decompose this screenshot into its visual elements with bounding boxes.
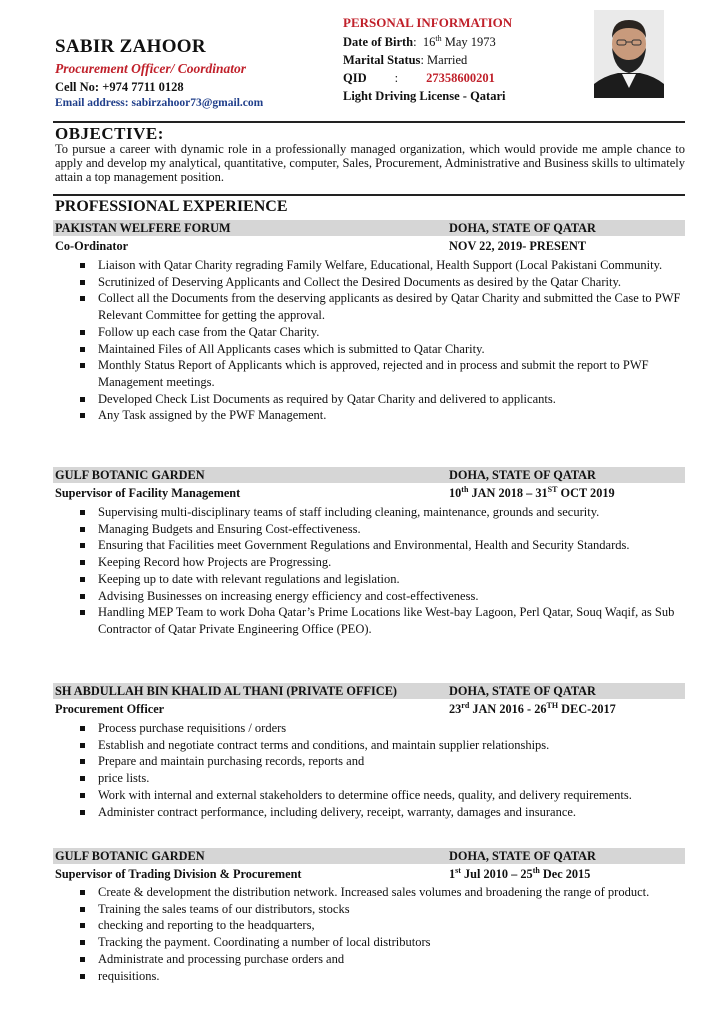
job-dates: 1st Jul 2010 – 25th Dec 2015 [449,865,591,881]
job-location: DOHA, STATE OF QATAR [449,849,596,863]
list-item: Ensuring that Facilities meet Government Regulations and Environmental, Health and Security Standards. [78,537,685,554]
company-name: GULF BOTANIC GARDEN [55,468,205,482]
list-item: Work with internal and external stakeholders to determine office needs, quality, and delivery requirements. [78,787,685,804]
list-item: requisitions. [78,968,685,985]
email-address: Email address: sabirzahoor73@gmail.com [55,97,264,109]
list-item: Create & development the distribution network. Increased sales volumes and broadening the range of product. [78,884,685,901]
company-name: SH ABDULLAH BIN KHALID AL THANI (PRIVATE OFFICE) [55,684,397,698]
section-divider [53,194,685,196]
job-duties-list [78,504,685,638]
job-dates: 10th JAN 2018 – 31ST OCT 2019 [449,484,615,500]
job-header-bar [53,683,685,699]
objective-heading: OBJECTIVE: [55,124,164,143]
list-item: Training the sales teams of our distributors, stocks [78,901,685,918]
qid: QID : 27358600201 [343,71,495,85]
list-item: checking and reporting to the headquarters, [78,917,685,934]
list-item: Prepare and maintain purchasing records, reports and [78,753,685,770]
list-item: Keeping up to date with relevant regulations and legislation. [78,571,685,588]
list-item: Collect all the Documents from the deserving applicants as desired by Qatar Charity and submitted the Case to PWF Relevant Committee for getting the approval. [78,290,685,323]
list-item: Keeping Record how Projects are Progressing. [78,554,685,571]
job-role: Co-Ordinator [55,239,129,253]
objective-text: To pursue a career with dynamic role in a professionally managed organization, which would provide me ample chance to apply and develop my analytical, quantitative, computer, Sales, Procurement, Administrative and Business skills to ultimately attain a top management position. [55,142,685,184]
job-role: Supervisor of Facility Management [55,486,241,500]
list-item: Maintained Files of All Applicants cases which is submitted to Qatar Charity. [78,341,685,358]
cell-number: Cell No: +974 7711 0128 [55,80,184,94]
list-item: Advising Businesses on increasing energy efficiency and cost-effectiveness. [78,588,685,605]
job-duties-list [78,257,685,424]
company-name: PAKISTAN WELFERE FORUM [55,221,231,235]
profile-photo [594,10,664,98]
job-duties-list [78,720,685,820]
list-item: Establish and negotiate contract terms and conditions, and maintain supplier relationships. [78,737,685,754]
driving-license: Light Driving License - Qatari [343,89,506,103]
job-location: DOHA, STATE OF QATAR [449,684,596,698]
section-divider [53,121,685,123]
experience-heading: PROFESSIONAL EXPERIENCE [55,198,288,215]
list-item: Developed Check List Documents as required by Qatar Charity and delivered to applicants. [78,391,685,408]
job-location: DOHA, STATE OF QATAR [449,468,596,482]
job-location: DOHA, STATE OF QATAR [449,221,596,235]
job-dates: 23rd JAN 2016 - 26TH DEC-2017 [449,700,616,716]
list-item: Follow up each case from the Qatar Charity. [78,324,685,341]
company-name: GULF BOTANIC GARDEN [55,849,205,863]
personal-info-heading: PERSONAL INFORMATION [343,15,513,30]
list-item: Administrate and processing purchase orders and [78,951,685,968]
job-header-bar [53,467,685,483]
list-item: Liaison with Qatar Charity regrading Family Welfare, Educational, Health Support (Local Pakistani Community. [78,257,685,274]
list-item: Supervising multi-disciplinary teams of staff including cleaning, maintenance, grounds and security. [78,504,685,521]
date-of-birth: Date of Birth: 16th May 1973 [343,33,496,49]
list-item: Any Task assigned by the PWF Management. [78,407,685,424]
list-item: Process purchase requisitions / orders [78,720,685,737]
job-header-bar [53,220,685,236]
job-role: Supervisor of Trading Division & Procurement [55,867,302,881]
marital-status: Marital Status: Married [343,53,468,67]
list-item: Handling MEP Team to work Doha Qatar’s Prime Locations like West-bay Lagoon, Perl Qatar, Souq Waqif, as Sub Contractor of Qatar Private Engineering Office (PEO). [78,604,685,637]
job-title: Procurement Officer/ Coordinator [55,61,247,76]
list-item: Scrutinized of Deserving Applicants and Collect the Desired Documents as desired by the Qatar Charity. [78,274,685,291]
job-header-bar [53,848,685,864]
job-dates: NOV 22, 2019- PRESENT [449,239,587,253]
list-item: Administer contract performance, including delivery, receipt, warranty, damages and insurance. [78,804,685,821]
candidate-name: SABIR ZAHOOR [55,36,206,57]
list-item: Managing Budgets and Ensuring Cost-effectiveness. [78,521,685,538]
list-item: Monthly Status Report of Applicants which is approved, rejected and in process and submit the report to PWF Management meetings. [78,357,685,390]
list-item: price lists. [78,770,685,787]
list-item: Tracking the payment. Coordinating a number of local distributors [78,934,685,951]
job-duties-list [78,884,685,984]
job-role: Procurement Officer [55,702,165,716]
